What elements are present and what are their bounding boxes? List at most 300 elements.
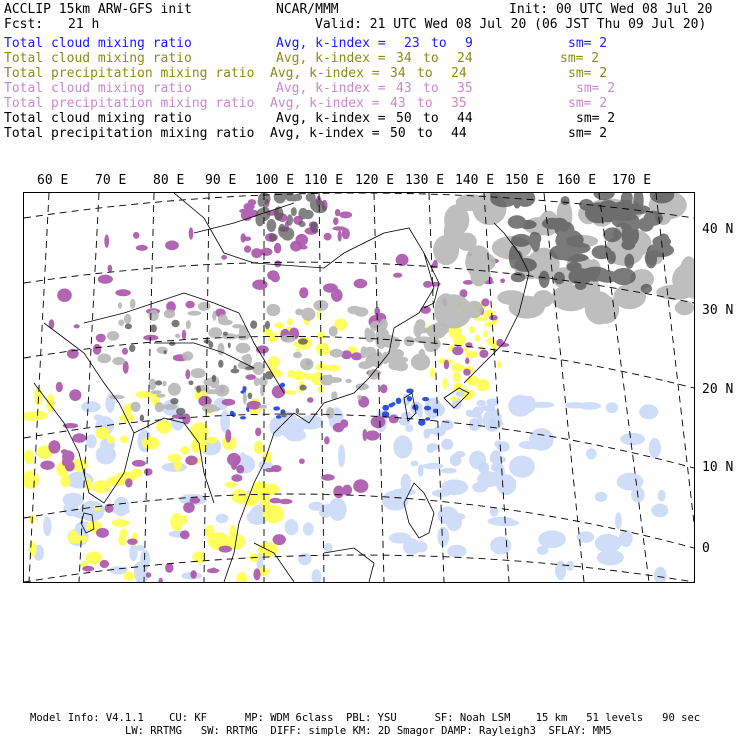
field-blob — [649, 438, 661, 458]
field-blob — [247, 401, 262, 410]
field-to: to — [417, 96, 433, 111]
field-avg-label: Avg, k-index = — [270, 96, 380, 111]
field-blob — [299, 221, 306, 227]
field-blob — [351, 352, 362, 360]
field-blob — [324, 436, 330, 444]
field-blob — [285, 519, 299, 535]
field-blob — [641, 284, 652, 294]
field-blob — [306, 193, 316, 202]
field-blob — [94, 505, 100, 511]
field-blob — [396, 398, 402, 404]
field-blob — [165, 563, 173, 573]
field-blob — [248, 199, 257, 206]
field-blob — [276, 415, 282, 419]
field-k-from: 50 — [396, 111, 412, 126]
field-blob — [426, 445, 434, 453]
field-blob — [244, 237, 251, 242]
field-blob — [168, 383, 181, 396]
field-blob — [539, 271, 550, 288]
field-blob — [607, 251, 616, 264]
field-blob — [453, 382, 463, 391]
field-blob — [595, 534, 622, 553]
field-blob — [191, 368, 206, 378]
field-avg-label: Avg, k-index = — [270, 126, 380, 141]
lon-label: 90 E — [205, 173, 237, 188]
lon-label: 170 E — [612, 173, 652, 188]
top-level-cloud-dark — [255, 193, 326, 241]
field-blob — [254, 441, 263, 454]
field-blob — [163, 404, 177, 410]
model-info-line1: Model Info: V4.1.1 CU: KF MP: WDM 6class PBL: YSU SF: Noah LSM 15 km 51 levels 90 sec — [30, 712, 701, 724]
field-blob — [123, 572, 135, 581]
field-blob — [620, 433, 645, 445]
lon-label: 110 E — [304, 173, 344, 188]
field-blob — [561, 196, 570, 205]
field-blob — [281, 417, 294, 438]
field-blob — [357, 480, 365, 485]
field-blob — [407, 396, 412, 401]
field-blob — [212, 567, 217, 572]
field-k-to: 35 — [451, 96, 467, 111]
field-blob — [252, 280, 267, 290]
field-blob — [260, 248, 272, 256]
field-blob — [596, 270, 619, 282]
field-blob — [382, 405, 389, 411]
field-blob — [127, 539, 138, 545]
field-blob — [140, 414, 144, 421]
field-blob — [388, 361, 404, 371]
lon-label: 150 E — [505, 173, 545, 188]
field-blob — [530, 232, 541, 245]
field-blob — [155, 402, 164, 412]
field-blob — [182, 351, 193, 360]
field-blob — [442, 378, 447, 389]
low-level-cloud — [399, 379, 510, 477]
field-blob — [61, 449, 68, 454]
field-blob — [406, 389, 414, 394]
field-blob — [253, 568, 260, 580]
field-name: Total cloud mixing ratio — [4, 36, 192, 51]
field-blob — [617, 473, 644, 491]
field-blob — [146, 572, 151, 578]
field-blob — [357, 395, 362, 400]
field-blob — [96, 445, 116, 464]
field-blob — [463, 369, 471, 376]
field-blob — [654, 567, 667, 582]
field-blob — [354, 307, 368, 317]
field-blob — [444, 360, 449, 370]
field-blob — [542, 218, 563, 230]
field-blob — [366, 430, 380, 440]
field-blob — [340, 419, 348, 428]
field-blob — [240, 416, 246, 419]
field-blob — [328, 377, 342, 383]
field-blob — [123, 405, 132, 418]
field-blob — [484, 322, 495, 328]
field-blob — [417, 408, 423, 418]
field-blob — [482, 316, 487, 322]
field-blob — [333, 217, 339, 225]
field-blob — [256, 208, 270, 221]
field-blob — [391, 402, 396, 406]
field-blob — [555, 561, 566, 581]
forecast-label: Fcst: — [4, 17, 44, 32]
lon-label: 70 E — [95, 173, 127, 188]
field-blob — [299, 287, 308, 298]
field-blob — [111, 519, 129, 526]
field-name: Total cloud mixing ratio — [4, 81, 192, 96]
field-blob — [125, 324, 132, 330]
field-blob — [180, 446, 189, 455]
field-blob — [606, 402, 619, 413]
field-blob — [65, 461, 75, 472]
field-blob — [477, 400, 486, 406]
field-blob — [219, 319, 233, 325]
longitude-line — [656, 193, 694, 523]
field-blob — [202, 404, 217, 413]
field-blob — [185, 369, 190, 379]
field-blob — [131, 402, 141, 412]
field-blob — [494, 440, 502, 447]
field-blob — [371, 416, 386, 428]
field-blob — [332, 226, 346, 230]
lon-label: 120 E — [355, 173, 395, 188]
plot-title: ACCLIP 15km ARW-GFS init — [4, 2, 192, 17]
field-blob — [104, 234, 109, 247]
field-k-from: 34 — [396, 51, 412, 66]
field-blob — [354, 279, 368, 289]
field-to: to — [417, 66, 433, 81]
lon-label: 60 E — [37, 173, 69, 188]
field-blob — [229, 525, 236, 540]
field-blob — [509, 456, 535, 478]
field-to: to — [423, 51, 439, 66]
field-blob — [124, 314, 131, 324]
field-blob — [313, 300, 328, 311]
field-blob — [96, 334, 106, 343]
field-blob — [624, 254, 634, 269]
field-blob — [231, 461, 237, 470]
field-blob — [100, 560, 109, 568]
field-k-to: 24 — [457, 51, 473, 66]
field-blob — [24, 450, 34, 464]
field-blob — [393, 273, 402, 278]
field-blob — [46, 394, 54, 413]
field-blob — [365, 328, 371, 339]
field-blob — [491, 463, 502, 472]
field-blob — [275, 322, 285, 328]
field-blob — [165, 240, 179, 250]
field-blob — [658, 490, 666, 502]
field-blob — [236, 572, 247, 582]
field-blob — [223, 332, 228, 336]
field-blob — [300, 385, 307, 391]
field-blob — [107, 436, 115, 444]
field-blob — [236, 343, 251, 354]
field-blob — [196, 386, 201, 393]
field-blob — [463, 347, 469, 352]
field-blob — [183, 502, 195, 513]
field-blob — [86, 434, 96, 448]
field-blob — [298, 208, 307, 219]
field-blob — [437, 527, 449, 547]
field-blob — [472, 482, 488, 493]
field-blob — [416, 542, 428, 553]
field-blob — [212, 375, 216, 383]
field-blob — [338, 444, 345, 467]
field-blob — [291, 207, 297, 216]
field-blob — [509, 245, 519, 268]
field-blob — [519, 441, 539, 450]
field-blob — [130, 299, 136, 309]
field-blob — [490, 451, 501, 464]
field-blob — [326, 407, 334, 418]
field-blob — [267, 219, 277, 232]
field-blob — [171, 320, 179, 327]
field-blob — [441, 468, 457, 474]
field-blob — [317, 310, 322, 319]
field-smoothing: sm= 2 — [568, 66, 608, 81]
field-blob — [301, 308, 315, 321]
field-blob — [29, 475, 36, 484]
field-blob — [300, 358, 313, 370]
field-blob — [299, 458, 305, 464]
field-blob — [338, 231, 342, 242]
field-blob — [511, 234, 531, 247]
field-blob — [586, 448, 597, 459]
field-blob — [329, 326, 338, 337]
field-blob — [112, 357, 125, 365]
mid-level-cloud — [24, 387, 284, 582]
field-blob — [221, 255, 227, 260]
field-blob — [490, 507, 499, 517]
field-blob — [478, 462, 489, 474]
field-k-to: 44 — [457, 111, 473, 126]
field-blob — [164, 350, 167, 354]
field-smoothing: sm= 2 — [568, 126, 608, 141]
field-blob — [450, 454, 462, 467]
field-blob — [621, 225, 639, 247]
field-blob — [490, 537, 511, 555]
field-blob — [262, 505, 284, 523]
field-blob — [216, 514, 229, 524]
field-blob — [148, 310, 158, 321]
field-blob — [69, 389, 81, 401]
field-blob — [254, 377, 260, 386]
field-k-from: 50 — [390, 126, 406, 141]
field-blob — [60, 475, 70, 487]
field-blob — [225, 482, 238, 488]
coastline — [324, 548, 374, 582]
field-to: to — [423, 111, 439, 126]
field-blob — [136, 245, 148, 251]
field-blob — [392, 488, 416, 495]
field-blob — [479, 350, 488, 358]
field-blob — [265, 371, 274, 379]
field-blob — [293, 352, 302, 359]
field-blob — [425, 417, 430, 421]
field-blob — [298, 338, 308, 344]
field-blob — [40, 461, 54, 470]
field-blob — [234, 365, 237, 371]
field-blob — [281, 411, 285, 417]
field-blob — [74, 324, 80, 328]
field-blob — [231, 474, 242, 482]
init-time: Init: 00 UTC Wed 08 Jul 20 — [509, 2, 713, 17]
field-blob — [129, 345, 135, 352]
field-blob — [493, 421, 504, 426]
field-blob — [475, 335, 481, 342]
field-avg-label: Avg, k-index = — [276, 36, 386, 51]
field-blob — [444, 217, 462, 246]
lat-label: 30 N — [702, 303, 734, 318]
field-blob — [638, 217, 654, 232]
field-blob — [228, 343, 231, 348]
field-blob — [107, 331, 119, 341]
field-blob — [441, 479, 468, 495]
field-blob — [329, 498, 347, 521]
field-smoothing: sm= 2 — [568, 96, 608, 111]
field-blob — [431, 322, 449, 335]
field-blob — [422, 397, 429, 401]
field-blob — [324, 543, 333, 553]
field-blob — [212, 311, 216, 321]
field-blob — [423, 429, 430, 439]
field-blob — [48, 440, 60, 453]
field-blob — [182, 330, 186, 340]
field-blob — [595, 492, 608, 502]
field-blob — [242, 355, 250, 361]
field-blob — [554, 272, 565, 285]
lon-label: 160 E — [557, 173, 597, 188]
field-name: Total precipitation mixing ratio — [4, 96, 255, 111]
field-blob — [639, 404, 658, 419]
field-smoothing: sm= 2 — [568, 36, 608, 51]
field-blob — [274, 243, 281, 254]
field-k-to: 35 — [457, 81, 473, 96]
field-blob — [520, 396, 536, 413]
field-blob — [250, 320, 257, 328]
field-avg-label: Avg, k-index = — [270, 66, 380, 81]
field-blob — [361, 346, 368, 358]
field-blob — [142, 437, 160, 449]
field-blob — [120, 436, 128, 444]
field-to: to — [431, 36, 447, 51]
field-blob — [143, 335, 158, 341]
field-blob — [499, 457, 506, 463]
field-blob — [270, 358, 280, 367]
field-blob — [511, 272, 526, 282]
field-blob — [446, 512, 462, 532]
field-blob — [245, 366, 255, 370]
field-blob — [222, 399, 236, 406]
field-blob — [393, 435, 412, 458]
field-blob — [324, 233, 332, 241]
field-blob — [98, 275, 113, 284]
field-blob — [187, 311, 201, 316]
field-blob — [389, 414, 399, 423]
field-blob — [189, 227, 194, 239]
field-blob — [170, 398, 178, 404]
field-blob — [248, 393, 253, 400]
field-blob — [441, 439, 453, 450]
field-blob — [273, 406, 280, 410]
field-blob — [287, 318, 293, 325]
field-blob — [298, 553, 311, 565]
lon-label: 130 E — [405, 173, 445, 188]
field-blob — [68, 535, 88, 544]
field-smoothing: sm= 2 — [576, 111, 616, 126]
field-name: Total cloud mixing ratio — [4, 51, 192, 66]
field-blob — [469, 326, 475, 333]
field-avg-label: Avg, k-index = — [276, 111, 386, 126]
field-blob — [57, 289, 72, 302]
field-blob — [156, 394, 165, 398]
field-blob — [307, 397, 314, 403]
field-blob — [497, 361, 501, 369]
field-blob — [465, 351, 478, 358]
field-blob — [269, 234, 277, 242]
field-blob — [162, 381, 166, 387]
field-blob — [481, 298, 489, 306]
field-blob — [656, 285, 694, 300]
field-blob — [198, 302, 211, 311]
field-blob — [295, 309, 304, 316]
field-blob — [287, 370, 295, 378]
field-blob — [380, 384, 388, 393]
field-blob — [94, 414, 103, 420]
field-blob — [118, 534, 126, 546]
field-blob — [180, 530, 190, 539]
field-blob — [603, 227, 621, 242]
field-blob — [333, 486, 344, 499]
field-blob — [108, 265, 113, 272]
field-blob — [273, 534, 286, 545]
field-name: Total cloud mixing ratio — [4, 111, 192, 126]
field-blob — [339, 211, 352, 218]
field-blob — [155, 380, 162, 385]
field-blob — [424, 406, 431, 411]
field-blob — [365, 355, 375, 367]
field-blob — [206, 437, 217, 444]
field-smoothing: sm= 2 — [576, 81, 616, 96]
field-blob — [129, 544, 138, 561]
field-blob — [483, 330, 488, 337]
field-blob — [151, 324, 157, 332]
field-smoothing: sm= 2 — [560, 51, 600, 66]
field-blob — [176, 408, 185, 416]
field-blob — [188, 381, 193, 386]
field-blob — [317, 386, 324, 393]
field-blob — [266, 304, 280, 316]
field-blob — [219, 546, 232, 553]
field-blob — [411, 461, 419, 467]
field-blob — [538, 530, 566, 548]
field-blob — [418, 349, 425, 363]
field-blob — [447, 545, 466, 558]
field-blob — [144, 468, 153, 475]
field-avg-label: Avg, k-index = — [276, 51, 386, 66]
field-blob — [475, 264, 489, 284]
field-blob — [118, 302, 122, 308]
field-to: to — [417, 126, 433, 141]
field-blob — [82, 566, 94, 572]
field-blob — [345, 379, 351, 383]
field-blob — [243, 392, 247, 404]
field-blob — [175, 334, 180, 339]
field-blob — [43, 516, 52, 536]
field-blob — [465, 358, 469, 365]
